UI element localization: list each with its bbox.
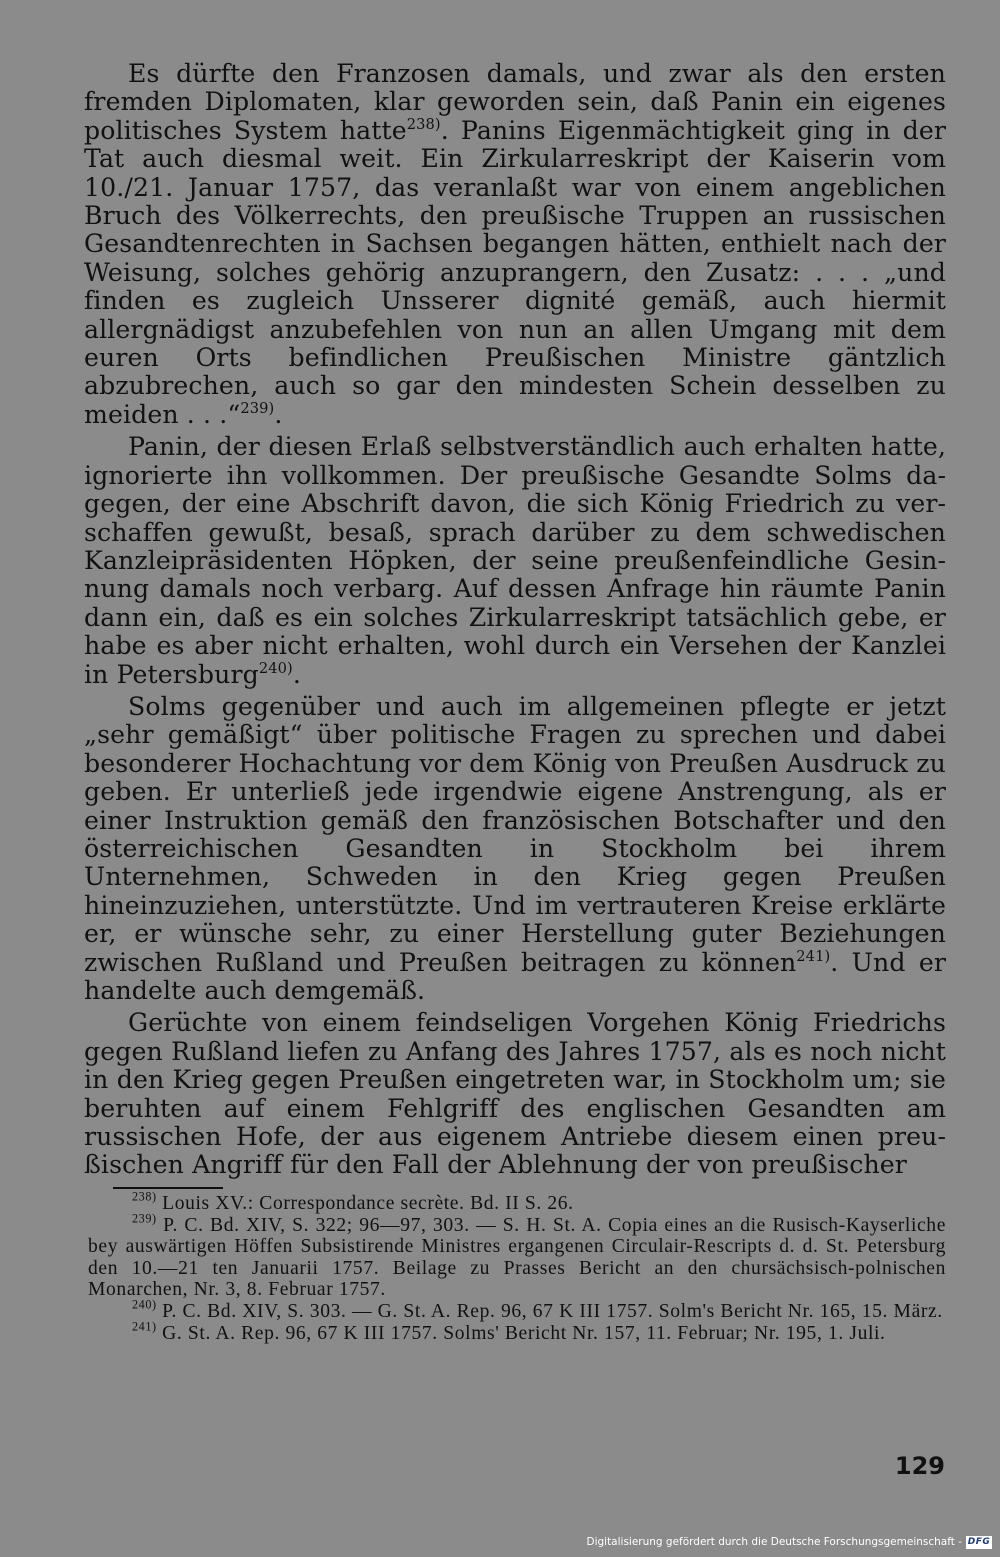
footnote-ref: 239) [240, 399, 275, 417]
paragraph-2 [84, 433, 946, 689]
footnote-divider [113, 1187, 223, 1189]
footnote-239 [88, 1211, 946, 1301]
footnote-mark: 239) [132, 1211, 157, 1226]
paragraph-1 [84, 60, 946, 429]
paragraph-4 [84, 1009, 946, 1179]
footnote-238 [88, 1189, 946, 1215]
footnote-text: Louis XV.: Correspondance secrète. Bd. II S. 26. [156, 1193, 574, 1214]
footnote-text: P. C. Bd. XIV, S. 303. — G. St. A. Rep. 96, 67 K III 1757. Solm's Bericht Nr. 165, 15. März. [156, 1300, 943, 1322]
footnote-ref: 240) [258, 659, 293, 677]
paragraph-text: . Und er handelte auch demgemäß. [84, 947, 946, 1005]
footnote-mark: 238) [132, 1189, 157, 1204]
paragraph-text: . Panins Eigenmächtigkeit ging in der Tat auch diesmal weit. Ein Zirkularreskript der Kaiserin vom 10./21. Januar 1757, das veranlaßt war von einem angeblichen Bruch des Völkerrechts, den preußische Truppen an russischen Gesandtenrechten in Sachsen begangen hätten, enthielt nach der Weisung, solches gehörig anzuprangern, den Zusatz: . . . „und finden es zugleich Unsserer dignité gemäß, auch hiermit allergnädigst anzubefehlen von nun an allen Umgang mit dem euren Orts befindlichen Preußischen Ministre gäntzlich abzubrechen, auch so gar den mindesten Schein desselben zu meiden . . .“ [84, 115, 946, 429]
footnote-240 [88, 1297, 946, 1323]
footnote-text: G. St. A. Rep. 96, 67 K III 1757. Solms' Bericht Nr. 157, 11. Februar; Nr. 195, 1. Juli. [156, 1322, 886, 1344]
footnote-mark: 240) [132, 1297, 157, 1312]
paragraph-text: Es dürfte den Franzosen damals, und zwar als den ersten fremden Diplomaten, klar geworden sein, daß Panin ein eigenes politisches System hatte [84, 59, 946, 145]
footnote-text: P. C. Bd. XIV, S. 322; 96—97, 303. — S. H. St. A. Copia eines an die Rusisch-Kayserliche bey auswärtigen Höffen Subsistirende Ministres ergangenen Circulair-Rescripts d. d. St. Petersburg den 10.—21 ten Januarii 1757. Beilage zu Prasses Bericht an den chursächsisch-polnischen Monarchen, Nr. 3, 8. Februar 1757. [88, 1214, 946, 1301]
page-number: 129 [894, 1452, 945, 1480]
footnote-mark: 241) [132, 1319, 157, 1334]
paragraph-text: Gerüchte von einem feindseligen Vorgehen König Friedrichs gegen Rußland liefen zu Anfang des Jahres 1757, als es noch nicht in den Krieg gegen Preußen eingetreten war, in Stockholm um; sie beruhten auf einem Fehlgriff des englischen Gesandten am russischen Hofe, der aus eigenem Antriebe diesem einen preußischen Angriff für den Fall der Ablehnung der von preußischer [84, 1008, 946, 1180]
page-body [84, 60, 946, 1180]
paragraph-text: Panin, der diesen Erlaß selbstverständlich auch erhalten hatte, ignorierte ihn vollkommen. Der preußische Gesandte Solms dagegen, der eine Abschrift davon, die sich König Friedrich zu verschaffen gewußt, besaß, sprach darüber zu dem schwedischen Kanzleipräsidenten Höpken, der seine preußenfeindliche Gesinnung damals noch verbarg. Auf dessen Anfrage hin räumte Panin dann ein, daß es ein solches Zirkularreskript tatsächlich gebe, er habe es aber nicht erhalten, wohl durch ein Versehen der Kanzlei in Petersburg [84, 432, 946, 689]
footnote-ref: 238) [406, 115, 441, 133]
paragraph-3 [84, 693, 946, 1005]
funding-notice [586, 1533, 992, 1551]
paragraph-text: . [292, 659, 301, 689]
dfg-logo-icon: DFG [967, 1537, 991, 1547]
paragraph-text: . [274, 399, 283, 429]
footnote-ref: 241) [796, 947, 831, 965]
footnotes [88, 1189, 946, 1344]
paragraph-text: Solms gegenüber und auch im allgemeinen pflegte er jetzt „sehr gemäßigt“ über politische Fragen zu sprechen und dabei besonderer Hochachtung vor dem König von Preußen Ausdruck zu geben. Er unterließ jede irgendwie eigene Anstrengung, als er einer Instruktion gemäß den französischen Botschafter und den österreichischen Gesandten in Stockholm bei ihrem Unternehmen, Schweden in den Krieg gegen Preußen hineinzuziehen, unterstützte. Und im vertrauteren Kreise erklärte er, er wünsche sehr, zu einer Herstellung guter Beziehungen zwischen Rußland und Preußen beitragen zu können [84, 691, 946, 977]
footnote-241 [88, 1319, 946, 1345]
funding-text: Digitalisierung gefördert durch die Deutsche Forschungsgemeinschaft - [586, 1536, 962, 1548]
